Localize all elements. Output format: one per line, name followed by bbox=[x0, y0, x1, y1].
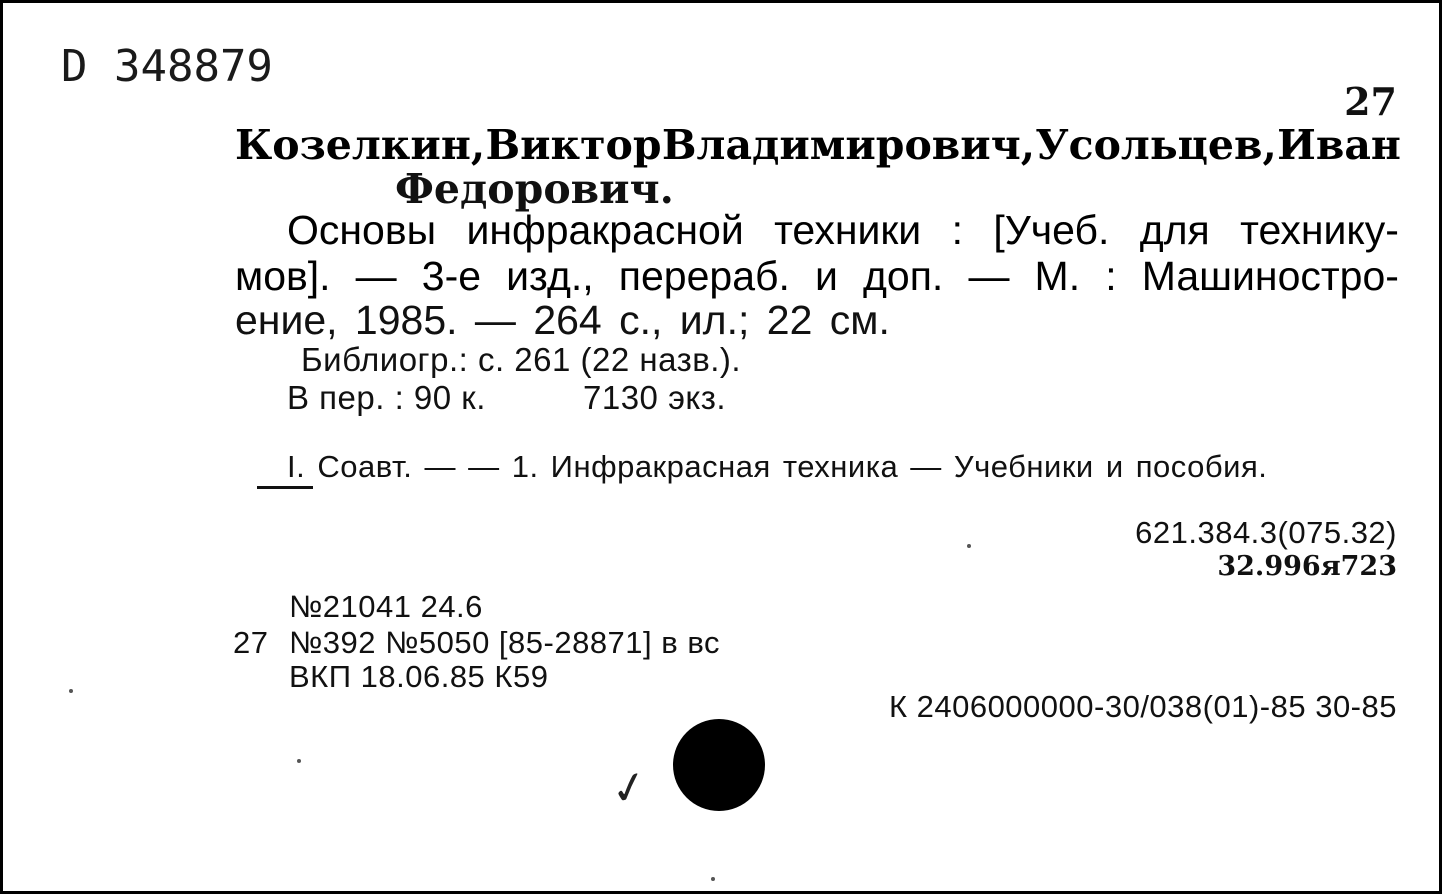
publisher-code: К 2406000000-30/038(01)-85 30-85 bbox=[888, 689, 1397, 724]
author-word: Иван bbox=[1277, 121, 1401, 169]
service-line-2: №392 №5050 [85-28871] в вс bbox=[289, 625, 720, 660]
title-line-1 bbox=[287, 207, 1399, 254]
binding-price: В пер. : 90 к. bbox=[287, 379, 486, 416]
title-word: перераб. bbox=[618, 253, 790, 299]
title-word: [Учеб. bbox=[993, 207, 1110, 253]
author-word: Козелкин, bbox=[235, 121, 486, 169]
title-word: : bbox=[951, 207, 963, 253]
title-word: техники bbox=[774, 207, 922, 253]
scan-speck bbox=[69, 689, 73, 693]
title-word: 3-е bbox=[421, 253, 482, 299]
title-word: для bbox=[1139, 207, 1210, 253]
service-line-1: №21041 24.6 bbox=[289, 589, 483, 624]
handwritten-check-icon: ✓ bbox=[606, 759, 653, 818]
title-word: технику- bbox=[1240, 207, 1399, 253]
title-word: изд., bbox=[506, 253, 594, 299]
author-line-2: Федорович. bbox=[395, 165, 674, 213]
service-line-3: ВКП 18.06.85 К59 bbox=[289, 659, 549, 694]
scan-speck bbox=[297, 759, 301, 763]
inventory-number: D 348879 bbox=[61, 41, 273, 92]
title-word: : bbox=[1105, 253, 1117, 299]
author-line-1 bbox=[235, 121, 1401, 169]
title-word: Машиностро- bbox=[1141, 253, 1399, 299]
punch-hole bbox=[673, 719, 765, 811]
udc-code: 621.384.3(075.32) bbox=[1135, 515, 1397, 550]
title-line-2 bbox=[235, 253, 1399, 300]
title-word: М. bbox=[1034, 253, 1081, 299]
bibliography-note: Библиогр.: с. 261 (22 назв.). bbox=[301, 341, 742, 378]
title-word: доп. bbox=[863, 253, 944, 299]
page-number: 27 bbox=[1344, 79, 1397, 124]
tracing-underline bbox=[257, 486, 313, 489]
service-number: 27 bbox=[233, 625, 269, 660]
author-word: Усольцев, bbox=[1035, 121, 1277, 169]
title-word: инфракрасной bbox=[466, 207, 744, 253]
title-word: Основы bbox=[287, 207, 437, 253]
title-word: — bbox=[355, 253, 397, 299]
bbk-code: 32.996я723 bbox=[1217, 551, 1397, 582]
scan-speck bbox=[711, 877, 715, 881]
scan-speck bbox=[967, 544, 971, 548]
title-word: мов]. bbox=[235, 253, 331, 299]
title-line-3: ение, 1985. — 264 с., ил.; 22 см. bbox=[235, 297, 890, 343]
author-word: Виктор bbox=[485, 121, 662, 169]
tracings: I. Соавт. — — 1. Инфракрасная техника — Учебники и пособия. bbox=[287, 449, 1268, 484]
print-run: 7130 экз. bbox=[583, 379, 727, 416]
title-word: и bbox=[814, 253, 838, 299]
title-word: — bbox=[968, 253, 1010, 299]
author-word: Владимирович, bbox=[661, 121, 1035, 169]
